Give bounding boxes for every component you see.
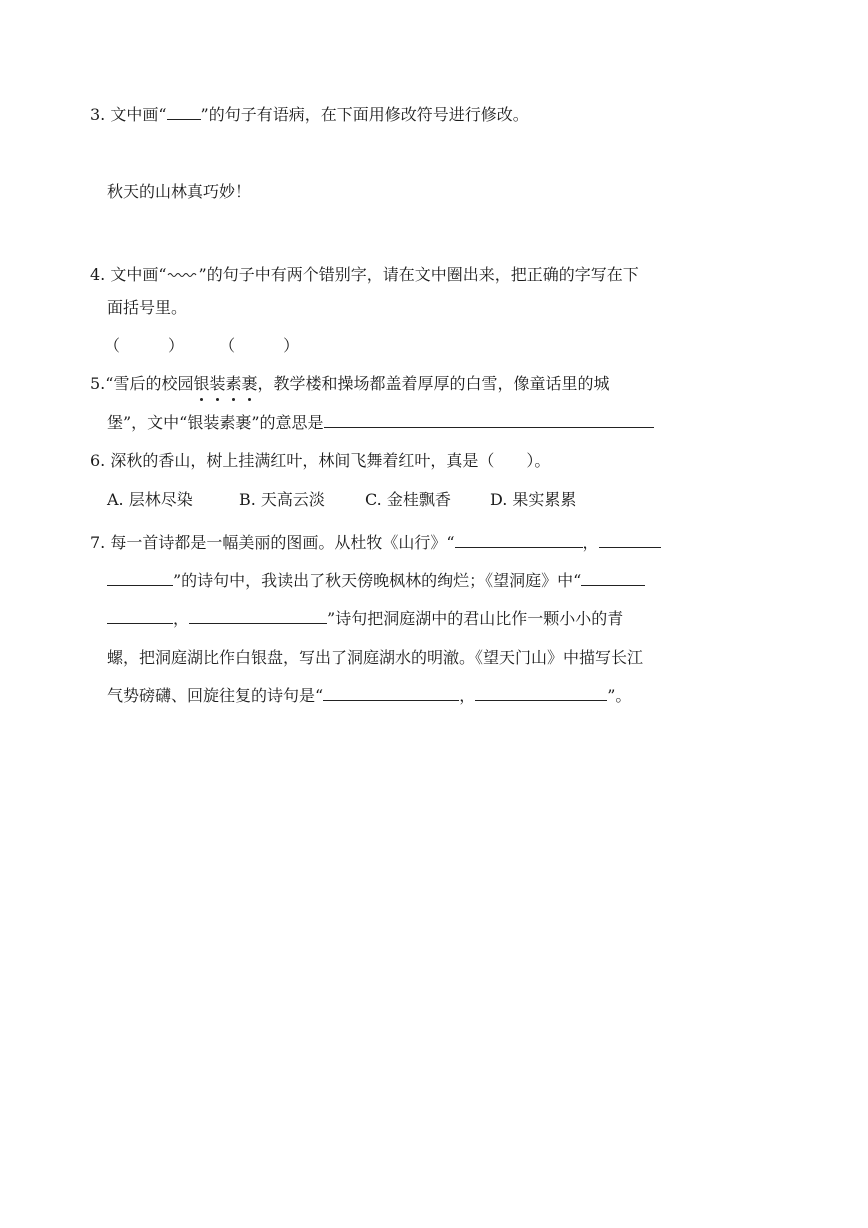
q7-blank-6[interactable] bbox=[475, 685, 607, 701]
q7-line-1 bbox=[90, 532, 661, 554]
q7-comma-2: ， bbox=[173, 609, 190, 628]
q6-option-c[interactable]: C. 金桂飘香 bbox=[365, 490, 451, 509]
q3-underline-mark bbox=[167, 104, 201, 120]
q4-stem-prefix: 4. 文中画“ bbox=[90, 265, 167, 284]
q7-comma-1: ， bbox=[582, 533, 599, 552]
q5-answer-blank[interactable] bbox=[324, 412, 654, 428]
q7-blank-4[interactable] bbox=[189, 608, 327, 624]
q7-blank-3b[interactable] bbox=[107, 608, 173, 624]
q3-stem-prefix: 3. 文中画“ bbox=[90, 105, 167, 124]
q7-blank-2b[interactable] bbox=[107, 570, 173, 586]
q7-line-5 bbox=[107, 685, 631, 707]
q5-dotted-char-2: 装 bbox=[209, 374, 226, 393]
q7-line-1-text: 7. 每一首诗都是一幅美丽的图画。从杜牧《山行》“ bbox=[90, 533, 455, 552]
q4-stem-cont bbox=[107, 297, 187, 319]
q7-line-3 bbox=[107, 608, 623, 630]
q7-blank-2a[interactable] bbox=[599, 532, 661, 548]
q5-stem-prefix: 5.“雪后的校园 bbox=[90, 374, 194, 393]
q5-dotted-char-1: 银 bbox=[193, 374, 210, 393]
q5-stem-cont bbox=[107, 412, 654, 434]
q7-line-3-text: ”诗句把洞庭湖中的君山比作一颗小小的青 bbox=[327, 609, 624, 628]
q4-stem bbox=[90, 258, 639, 286]
q5-stem bbox=[90, 373, 610, 395]
q4-stem-cont-text: 面括号里。 bbox=[107, 298, 188, 317]
q6-option-d[interactable]: D. 果实累累 bbox=[490, 490, 577, 509]
q6-stem-text: 6. 深秋的香山，树上挂满红叶，林间飞舞着红叶，真是（ ）。 bbox=[90, 451, 551, 470]
q7-blank-1[interactable] bbox=[455, 532, 583, 548]
q6-stem bbox=[90, 450, 550, 472]
q7-comma-3: ， bbox=[459, 686, 476, 705]
q6-options bbox=[107, 489, 576, 511]
q6-option-a[interactable]: A. 层林尽染 bbox=[107, 490, 193, 509]
q4-paren-2[interactable]: （ ） bbox=[219, 336, 300, 355]
q7-line-4 bbox=[107, 647, 643, 669]
q5-stem-cont-text: 堡”，文中“银装素裹”的意思是 bbox=[107, 413, 324, 432]
q4-paren-1[interactable]: （ ） bbox=[104, 336, 185, 355]
q5-stem-suffix: ，教学楼和操场都盖着厚厚的白雪，像童话里的城 bbox=[257, 374, 610, 393]
q5-dotted-char-4: 裹 bbox=[241, 374, 258, 393]
q4-answer-parens bbox=[104, 335, 299, 357]
q7-line-5-end: ”。 bbox=[607, 686, 632, 705]
wavy-underline-icon bbox=[167, 258, 199, 280]
q7-line-5-text: 气势磅礴、回旋往复的诗句是“ bbox=[107, 686, 324, 705]
q6-option-b[interactable]: B. 天高云淡 bbox=[239, 490, 325, 509]
q4-stem-suffix: ”的句子中有两个错别字，请在文中圈出来，把正确的字写在下 bbox=[198, 265, 639, 284]
q3-stem bbox=[90, 104, 529, 126]
q7-line-4-text: 螺，把洞庭湖比作白银盘，写出了洞庭湖水的明澈。《望天门山》中描写长江 bbox=[107, 648, 644, 667]
q7-blank-5[interactable] bbox=[323, 685, 459, 701]
q7-line-2-text: ”的诗句中，我读出了秋天傍晚枫林的绚烂；《望洞庭》中“ bbox=[173, 571, 582, 590]
q5-dotted-char-3: 素 bbox=[225, 374, 242, 393]
q3-stem-suffix: ”的句子有语病，在下面用修改符号进行修改。 bbox=[200, 105, 529, 124]
q7-blank-3a[interactable] bbox=[581, 570, 645, 586]
q3-sentence bbox=[107, 181, 251, 203]
q3-sentence-text: 秋天的山林真巧妙！ bbox=[107, 182, 252, 201]
q7-line-2 bbox=[107, 570, 645, 592]
